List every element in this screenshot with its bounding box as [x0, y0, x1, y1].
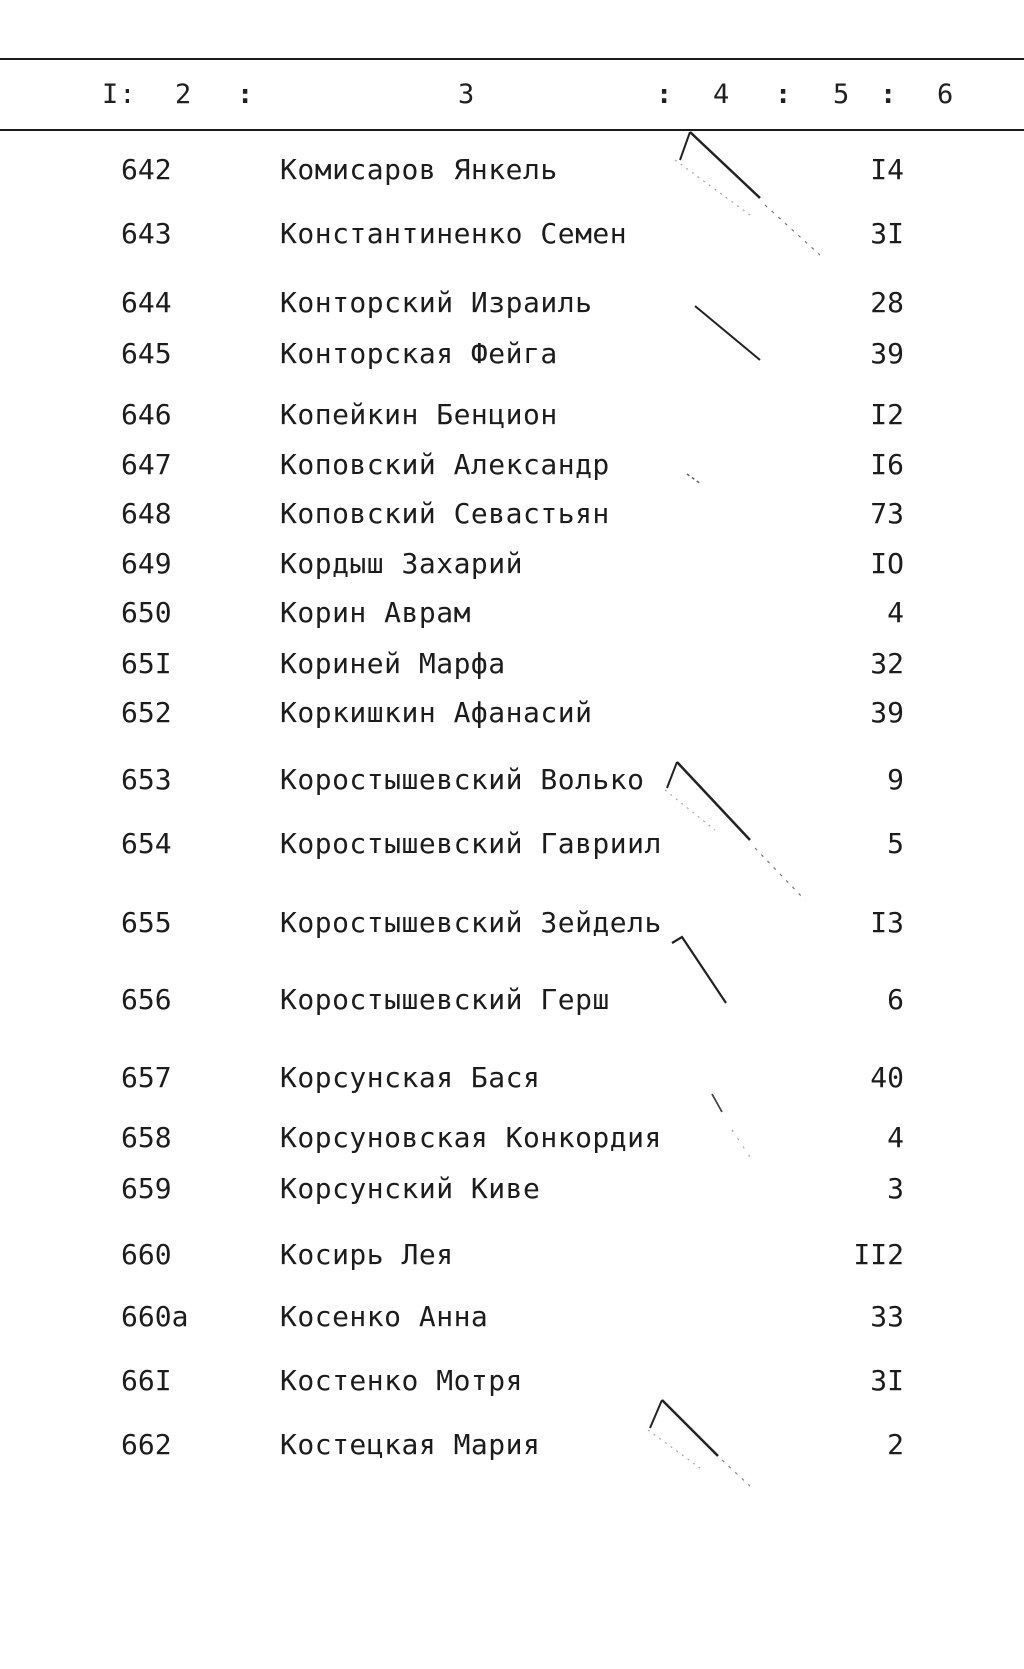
table-row	[0, 216, 1024, 252]
sheet-count: 4	[887, 596, 904, 629]
column-separator: :	[775, 79, 793, 110]
table-row	[0, 646, 1024, 682]
table-row	[0, 826, 1024, 862]
person-name: Корсунский Киве	[280, 1172, 541, 1205]
table-row	[0, 982, 1024, 1018]
person-name: Коростышевский Зейдель	[280, 906, 662, 939]
row-number: 662	[121, 1428, 172, 1461]
table-row	[0, 762, 1024, 798]
sheet-count: 73	[870, 497, 904, 530]
row-number: 653	[121, 763, 172, 796]
row-number: 647	[121, 448, 172, 481]
column-5-header: 5	[833, 79, 851, 110]
table-row	[0, 1060, 1024, 1096]
person-name: Коростышевский Волько	[280, 763, 645, 796]
person-name: Коростышевский Герш	[280, 983, 610, 1016]
row-number: 649	[121, 547, 172, 580]
header-top-rule	[0, 58, 1024, 60]
sheet-count: IO	[870, 547, 904, 580]
sheet-count: 5	[887, 827, 904, 860]
row-number: 643	[121, 217, 172, 250]
sheet-count: 3I	[870, 1364, 904, 1397]
person-name: Константиненко Семен	[280, 217, 628, 250]
table-row	[0, 285, 1024, 321]
row-number: 66I	[121, 1364, 172, 1397]
sheet-count: 39	[870, 337, 904, 370]
person-name: Корин Аврам	[280, 596, 471, 629]
sheet-count: 4	[887, 1121, 904, 1154]
sheet-count: 33	[870, 1300, 904, 1333]
person-name: Коркишкин Афанасий	[280, 696, 593, 729]
sheet-count: 6	[887, 983, 904, 1016]
table-row	[0, 1363, 1024, 1399]
person-name: Конторская Фейга	[280, 337, 558, 370]
table-row	[0, 595, 1024, 631]
sheet-count: I4	[870, 153, 904, 186]
row-number: 644	[121, 286, 172, 319]
table-row	[0, 447, 1024, 483]
person-name: Корсуновская Конкордия	[280, 1121, 662, 1154]
column-separator: :	[237, 79, 255, 110]
person-name: Коповский Александр	[280, 448, 610, 481]
column-2-header: 2	[175, 79, 193, 110]
header-bottom-rule	[0, 129, 1024, 131]
row-number: 645	[121, 337, 172, 370]
row-number: 656	[121, 983, 172, 1016]
person-name: Корсунская Бася	[280, 1061, 541, 1094]
sheet-count: II2	[853, 1238, 904, 1271]
row-number: 642	[121, 153, 172, 186]
row-number: 659	[121, 1172, 172, 1205]
table-row	[0, 1120, 1024, 1156]
person-name: Косирь Лея	[280, 1238, 454, 1271]
row-number: 660	[121, 1238, 172, 1271]
sheet-count: I6	[870, 448, 904, 481]
row-number: 654	[121, 827, 172, 860]
sheet-count: I2	[870, 398, 904, 431]
row-number: 65I	[121, 647, 172, 680]
person-name: Кориней Марфа	[280, 647, 506, 680]
column-3-header: 3	[458, 79, 476, 110]
person-name: Кордыш Захарий	[280, 547, 524, 580]
table-row	[0, 905, 1024, 941]
row-number: 646	[121, 398, 172, 431]
person-name: Комисаров Янкель	[280, 153, 558, 186]
person-name: Копейкин Бенцион	[280, 398, 558, 431]
sheet-count: 9	[887, 763, 904, 796]
sheet-count: 40	[870, 1061, 904, 1094]
sheet-count: 3I	[870, 217, 904, 250]
person-name: Костецкая Мария	[280, 1428, 541, 1461]
table-row	[0, 336, 1024, 372]
table-row	[0, 1299, 1024, 1335]
table-row	[0, 546, 1024, 582]
column-separator: :	[880, 79, 898, 110]
row-number: 655	[121, 906, 172, 939]
person-name: Коповский Севастьян	[280, 497, 610, 530]
sheet-count: 3	[887, 1172, 904, 1205]
table-row	[0, 152, 1024, 188]
person-name: Коростышевский Гавриил	[280, 827, 662, 860]
person-name: Косенко Анна	[280, 1300, 489, 1333]
row-number: 648	[121, 497, 172, 530]
row-number: 657	[121, 1061, 172, 1094]
sheet-count: I3	[870, 906, 904, 939]
table-row	[0, 1237, 1024, 1273]
sheet-count: 39	[870, 696, 904, 729]
column-separator: :	[656, 79, 674, 110]
table-row	[0, 397, 1024, 433]
row-number: 650	[121, 596, 172, 629]
table-row	[0, 695, 1024, 731]
person-name: Костенко Мотря	[280, 1364, 524, 1397]
sheet-count: 28	[870, 286, 904, 319]
column-1-header: I:	[102, 79, 137, 110]
column-4-header: 4	[713, 79, 731, 110]
sheet-count: 2	[887, 1428, 904, 1461]
row-number: 658	[121, 1121, 172, 1154]
table-row	[0, 496, 1024, 532]
column-6-header: 6	[937, 79, 955, 110]
person-name: Конторский Израиль	[280, 286, 593, 319]
row-number: 660а	[121, 1300, 189, 1333]
sheet-count: 32	[870, 647, 904, 680]
table-row	[0, 1171, 1024, 1207]
table-row	[0, 1427, 1024, 1463]
row-number: 652	[121, 696, 172, 729]
